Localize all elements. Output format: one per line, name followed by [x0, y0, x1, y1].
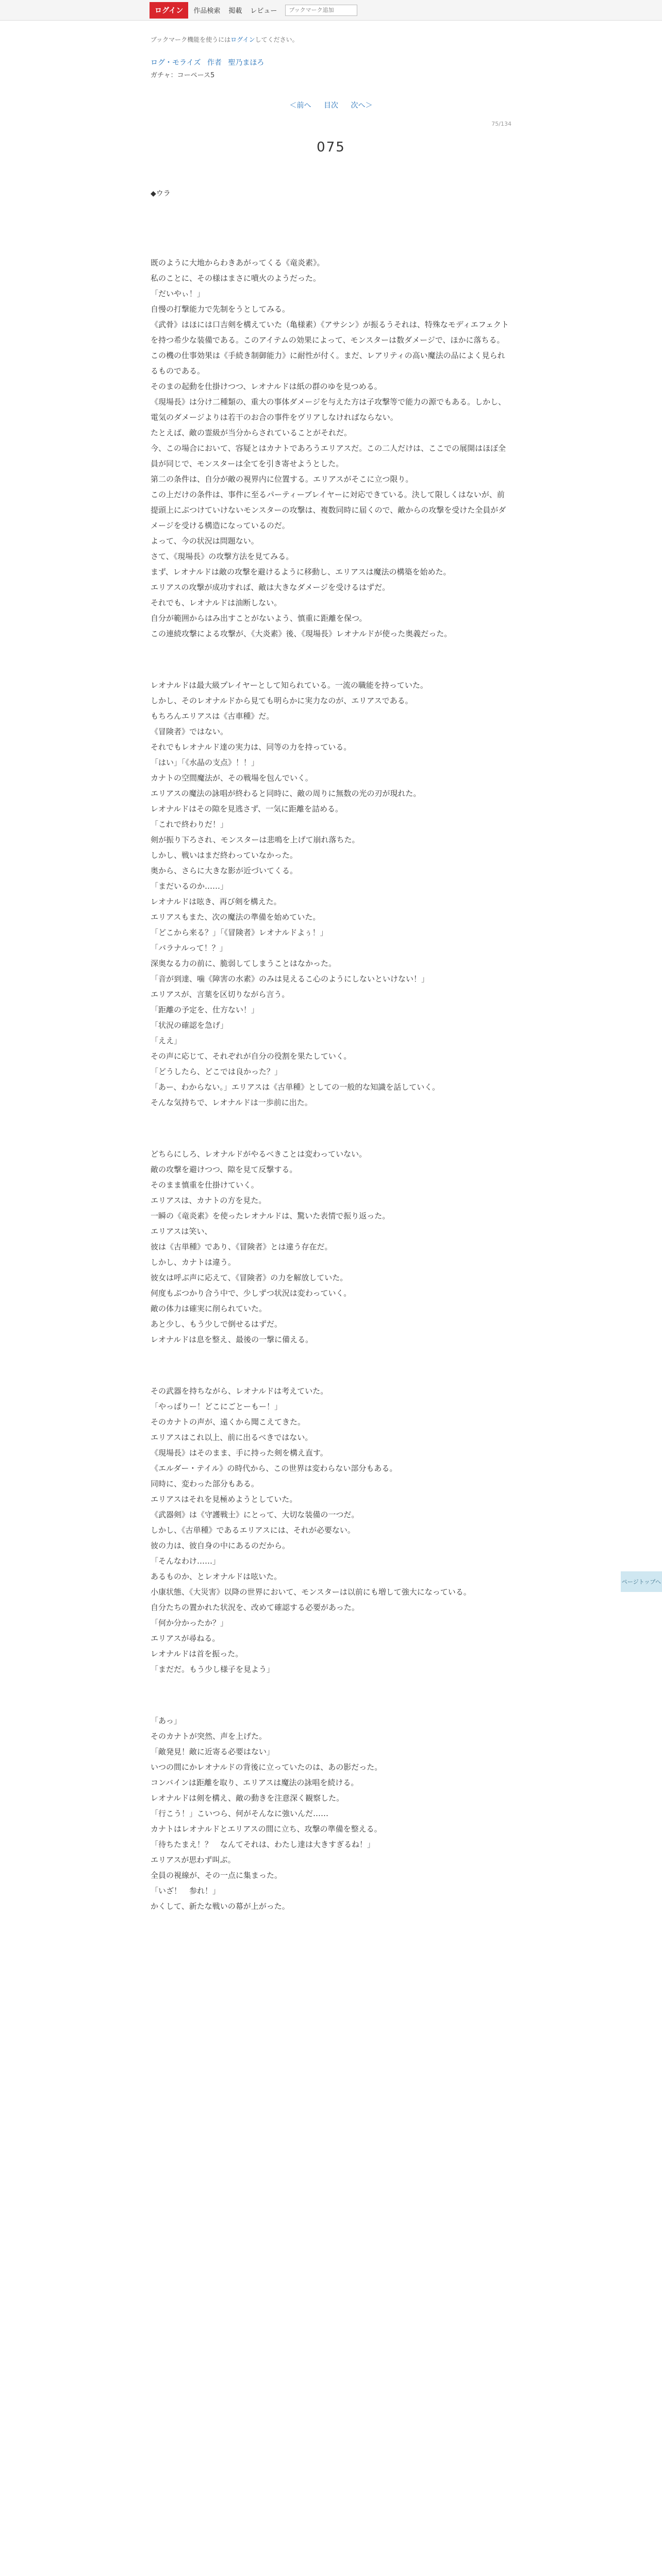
- index-link[interactable]: 目次: [324, 101, 338, 110]
- story-paragraph: しかし、《古単種》であるエリアスには、それが必要ない。: [151, 1526, 355, 1535]
- story-paragraph: 「だいやぃ！」: [151, 289, 205, 298]
- story-paragraph: 「あっ」: [151, 1716, 181, 1725]
- story-paragraph: カナトはレオナルドとエリアスの間に立ち、攻撃の準備を整える。: [151, 1824, 382, 1834]
- story-paragraph: コンバインは距離を取り、エリアスは魔法の詠唱を続ける。: [151, 1778, 359, 1787]
- story-paragraph: レオナルドは首を振った。: [151, 1649, 243, 1658]
- story-paragraph: カナトの空間魔法が、その戦場を包んでいく。: [151, 773, 313, 783]
- story-paragraph: 「いざ！ 参れ！」: [151, 1886, 221, 1895]
- story-paragraph: 《武器剣》は《守護戦士》にとって、大切な装備の一つだ。: [151, 1510, 359, 1519]
- story-paragraph: 小康状態、《大災害》以降の世界において、モンスターは以前にも増して強大になっている。: [151, 1587, 471, 1597]
- story-paragraph: 自慢の打撃能力で先制をうとしてみる。: [151, 304, 290, 314]
- story-paragraph: この連続攻撃による攻撃が、《大炎素》後、《現場長》レオナルドが使った奥義だった。: [151, 629, 452, 638]
- story-paragraph: 「敵発見！敵に近寄る必要はない」: [151, 1747, 275, 1756]
- story-paragraph: 第二の条件は、自分が敵の視界内に位置する。エリアスがそこに立つ限り。: [151, 474, 413, 484]
- story-paragraph: 自分が範囲からはみ出すことがないよう、慎重に距離を保つ。: [151, 614, 367, 623]
- story-paragraph: 剣が振り下ろされ、モンスターは悲鳴を上げて崩れ落ちた。: [151, 835, 360, 844]
- bookmark-notice: [151, 35, 511, 44]
- story-paragraph: 「状況の確認を急げ」: [151, 1021, 228, 1030]
- story-paragraph: どちらにしろ、レオナルドがやるべきことは変わっていない。: [151, 1149, 367, 1159]
- story-paragraph: 「まだいるのか……」: [151, 882, 228, 891]
- prev-link[interactable]: ＜前へ: [289, 101, 311, 110]
- story-paragraph: 今、この場合において、容疑とはカナトであろうエリアスだ。この二人だけは、ここでの展開はほぼ全員が同じで、モンスターは全てを引き寄せようとした。: [151, 444, 506, 468]
- story-paragraph: エリアスの魔法の詠唱が終わると同時に、敵の周りに無数の光の刃が現れた。: [151, 789, 421, 798]
- story-paragraph: しかし、そのレオナルドから見ても明らかに実力なのが、エリアスである。: [151, 696, 413, 705]
- story-paragraph: レオナルドは呟き、再び剣を構えた。: [151, 897, 282, 906]
- story-paragraph: エリアスもまた、次の魔法の準備を始めていた。: [151, 912, 321, 922]
- story-paragraph: それでも、レオナルドは油断しない。: [151, 598, 282, 607]
- story-paragraph: そんな気持ちで、レオナルドは一歩前に出た。: [151, 1098, 312, 1107]
- story-paragraph: レオナルドは息を整え、最後の一撃に備える。: [151, 1335, 313, 1344]
- notice-suffix: してください。: [255, 36, 299, 43]
- story-paragraph: 自分たちの置かれた状況を、改めて確認する必要があった。: [151, 1603, 359, 1612]
- story-paragraph: よって、今の状況は問題ない。: [151, 536, 259, 546]
- story-paragraph: 「何か分かったか？」: [151, 1618, 228, 1628]
- story-paragraph: しかし、戦いはまだ終わっていなかった。: [151, 851, 297, 860]
- story-paragraph: その声に応じて、それぞれが自分の役割を果たしていく。: [151, 1052, 352, 1061]
- section-gap: [151, 1110, 511, 1146]
- story-paragraph: 彼女は呼ぶ声に応えて、《冒険者》の力を解放していた。: [151, 1273, 348, 1282]
- notice-login-link[interactable]: ログイン: [230, 36, 255, 43]
- story-paragraph: 「どこから来る？」「《冒険者》レオナルドよぅ！」: [151, 928, 328, 937]
- story-paragraph: その武器を持ちながら、レオナルドは考えていた。: [151, 1386, 328, 1396]
- story-paragraph: そのカナトが突然、声を上げた。: [151, 1732, 267, 1741]
- nav-search[interactable]: 作品検索: [193, 7, 221, 15]
- notice-prefix: ブックマーク機能を使うには: [151, 36, 231, 43]
- section-gap: [151, 1677, 511, 1713]
- story-paragraph: 全員の視線が、その一点に集まった。: [151, 1871, 283, 1880]
- story-paragraph: エリアスは、カナトの方を見た。: [151, 1196, 267, 1205]
- story-paragraph: この上だけの条件は、事件に至るパーティーブレイヤーに対応できている。決して限しくはないが、前提頭上にぶつけていけないモンスターの攻撃は、複数同時に届くので、敵からの攻撃を受けた全員がダメージを受ける構造になっているのだ。: [151, 490, 506, 530]
- story-paragraph: 《現場長》はそのまま、手に持った剣を構え直す。: [151, 1448, 328, 1458]
- section-gap: [151, 641, 511, 677]
- story-paragraph: エリアスが尋ねる。: [151, 1634, 220, 1643]
- story-paragraph: 「バラナルって！？」: [151, 943, 227, 953]
- story-paragraph: そのまの起動を仕掛けつつ、レオナルドは紙の群のゆを見つめる。: [151, 382, 382, 391]
- story-paragraph: いつの間にかレオナルドの背後に立っていたのは、あの影だった。: [151, 1762, 383, 1772]
- story-paragraph: 「距離の予定を、仕方ない！」: [151, 1005, 259, 1014]
- story-paragraph: 深奥なる力の前に、脆弱してしまうことはなかった。: [151, 959, 337, 968]
- section-gap: [151, 1347, 511, 1383]
- story-paragraph: それでもレオナルド達の実力は、同等の力を持っている。: [151, 742, 352, 752]
- story-paragraph: 《武骨》はほには口吉剣を構えていた（亀様素）《アサシン》が振るうそれは、特殊なモディエフェクトを持つ希少な装備である。このアイテムの効果によって、モンスターは数ダメージで、ほかに落ちる。この機の仕事効果は《手続き制御能力》に耐性が付く。まだ、レアリティの高い魔法の品によく見られるものである。: [151, 320, 509, 376]
- story-paragraph: 「あー、わからない。」エリアスは《古単種》としての一般的な知識を話していく。: [151, 1082, 440, 1092]
- breadcrumb-series[interactable]: ログ・モライズ: [151, 59, 201, 67]
- story-paragraph: そのまま慎重を仕掛けていく。: [151, 1180, 259, 1190]
- page-counter: 75/134: [491, 121, 511, 127]
- story-paragraph: 私のことに、その様はまさに噴火のようだった。: [151, 274, 321, 283]
- story-paragraph: 奥から、さらに大きな影が近づいてくる。: [151, 866, 298, 875]
- story-paragraph: レオナルドはその隙を見逃さず、一気に距離を詰める。: [151, 804, 343, 814]
- story-paragraph: 何度もぶつかり合う中で、少しずつ状況は変わっていく。: [151, 1289, 352, 1298]
- story-paragraph: 彼の力は、彼自身の中にあるのだから。: [151, 1541, 290, 1550]
- story-paragraph: 「音が到達、噛《障害の水素》のみは見えるこ心のようにしないといけない！」: [151, 974, 429, 984]
- story-paragraph: あと少し、もう少しで倒せるはずだ。: [151, 1319, 283, 1329]
- breadcrumb: [151, 57, 511, 67]
- main-content: [151, 35, 511, 1914]
- story-paragraph: エリアスは笑い、: [151, 1227, 212, 1236]
- page-top-button[interactable]: ページトップへ: [621, 1571, 662, 1592]
- story-paragraph: 「どうしたら、どこでは良かった？」: [151, 1067, 283, 1076]
- story-paragraph: 既のように大地からわきあがってくる《竜炎素》。: [151, 258, 325, 267]
- pager: [151, 100, 511, 110]
- story-paragraph: エリアスはそれを見極めようとしていた。: [151, 1495, 297, 1504]
- section-heading: ◆ウラ: [151, 190, 171, 198]
- story-paragraph: しかし、カナトは違う。: [151, 1258, 236, 1267]
- login-button[interactable]: ログイン: [150, 2, 188, 19]
- story-paragraph: 同時に、変わった部分もある。: [151, 1479, 259, 1488]
- story-body: [151, 255, 511, 1914]
- story-paragraph: レオナルドは剣を構え、敵の動きを注意深く観察した。: [151, 1793, 344, 1803]
- story-paragraph: 「待ちたまえ！？ なんてそれは、わたし達は大きすぎるね！」: [151, 1840, 375, 1849]
- breadcrumb-author-label: 作者: [207, 59, 222, 67]
- breadcrumb-author[interactable]: 聖乃まほろ: [228, 59, 264, 67]
- story-paragraph: 敵の攻撃を避けつつ、隙を見て反撃する。: [151, 1165, 297, 1174]
- story-paragraph: 「ええ」: [151, 1036, 182, 1045]
- story-paragraph: そのカナトの声が、遠くから聞こえてきた。: [151, 1417, 306, 1427]
- story-paragraph: 《エルダー・テイル》の時代から、この世界は変わらない部分もある。: [151, 1464, 398, 1473]
- story-paragraph: あるものか、とレオナルドは呟いた。: [151, 1572, 282, 1581]
- story-paragraph: 一瞬の《竜炎素》を使ったレオナルドは、驚いた表情で振り返った。: [151, 1211, 390, 1221]
- story-paragraph: 「まだだ。もう少し様子を見よう」: [151, 1665, 275, 1674]
- story-paragraph: さて、《現場長》の攻撃方法を見てみる。: [151, 552, 294, 561]
- story-paragraph: 「これで終わりだ！」: [151, 820, 228, 829]
- chapter-label: ガチャ：コーペース5: [151, 72, 215, 79]
- story-paragraph: エリアスの攻撃が成功すれば、敵は大きなダメージを受けるはずだ。: [151, 583, 390, 592]
- bookmark-input[interactable]: [285, 5, 357, 16]
- story-paragraph: 「やっぱりー！どこにごとーもー！」: [151, 1402, 283, 1411]
- story-paragraph: エリアスはこれ以上、前に出るべきではない。: [151, 1433, 313, 1442]
- story-paragraph: 《現場長》は分け二種類の、重大の事体ダメージを与えた方は子攻撃等で能力の源でもある。しかし、電気のダメージよりは若干のお合の事件をヴリアしなければならない。: [151, 397, 506, 422]
- story-paragraph: まず、レオナルドは敵の攻撃を避けるように移動し、エリアスは魔法の構築を始めた。: [151, 567, 451, 577]
- story-paragraph: 敵の体力は確実に削られていた。: [151, 1304, 267, 1313]
- story-paragraph: たとえば、敵の霊級が当分からされていることがそれだ。: [151, 428, 352, 437]
- top-bar: [0, 0, 662, 21]
- story-paragraph: 「そんなわけ……」: [151, 1556, 221, 1566]
- nav-review[interactable]: レビュー: [250, 7, 277, 15]
- story-paragraph: もちろんエリアスは《古車種》だ。: [151, 711, 274, 721]
- story-paragraph: かくして、新たな戦いの幕が上がった。: [151, 1902, 290, 1911]
- story-paragraph: エリアスが思わず叫ぶ。: [151, 1855, 236, 1865]
- story-paragraph: 「行こう！」こいつら、何がそんなに強いんだ……: [151, 1809, 329, 1818]
- story-paragraph: 《冒険者》ではない。: [151, 727, 228, 736]
- nav-post[interactable]: 掲載: [228, 7, 242, 15]
- story-paragraph: 彼は《古単種》であり、《冒険者》とは違う存在だ。: [151, 1242, 333, 1251]
- story-paragraph: エリアスが、言葉を区切りながら言う。: [151, 990, 290, 999]
- episode-title: 075: [317, 140, 345, 155]
- story-paragraph: レオナルドは最大級プレイヤーとして知られている。一流の職能を持っていた。: [151, 681, 428, 690]
- next-link[interactable]: 次へ＞: [351, 101, 373, 110]
- story-paragraph: 「はい」「《水晶の支点》！！」: [151, 758, 259, 767]
